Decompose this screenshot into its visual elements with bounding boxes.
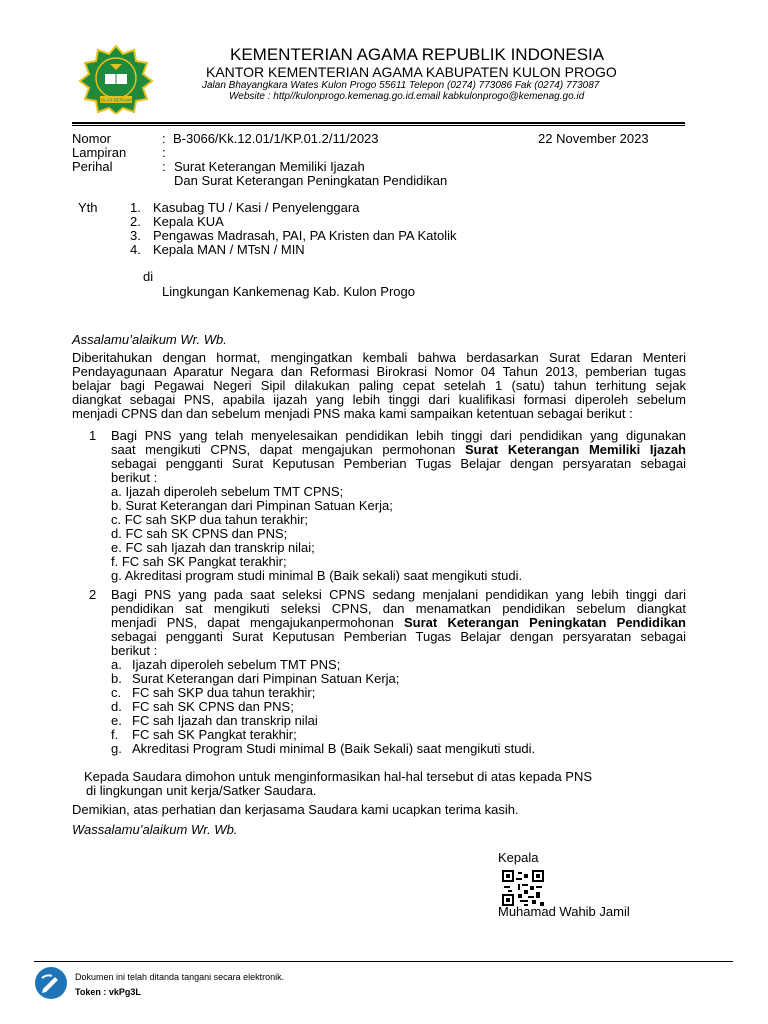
recipient-item: Pengawas Madrasah, PAI, PA Kristen dan PA Katolik [153, 228, 457, 243]
recipient-item: Kepala KUA [153, 214, 224, 229]
intro-line: Pendayagunaan Aparatur Negara dan Reformasi Birokrasi Nomor 04 Tahun 2013, pemberian tugas [72, 364, 686, 379]
recipient-num: 4. [130, 242, 141, 257]
esign-icon [34, 966, 68, 1000]
point-2-requirement: FC sah SKP dua tahun terakhir; [132, 685, 316, 700]
point-1-requirement: c. FC sah SKP dua tahun terakhir; [111, 512, 309, 527]
point-1-requirement: g. Akreditasi program studi minimal B (Baik sekali) saat mengikuti studi. [111, 568, 523, 583]
point-1-line: saat mengikuti CPNS, dapat mengajukan permohonan Surat Keterangan Memiliki Ijazah [111, 442, 686, 457]
point-2-requirement: FC sah SK CPNS dan PNS; [132, 699, 294, 714]
point-2-requirement: Surat Keterangan dari Pimpinan Satuan Kerja; [132, 671, 400, 686]
point-2-req-letter: e. [111, 713, 122, 728]
signature-title: Kepala [498, 850, 539, 865]
ministry-name: KEMENTERIAN AGAMA REPUBLIK INDONESIA [230, 45, 605, 64]
point-2-line: sebagai pengganti Surat Keputusan Pemberian Tugas Belajar dengan persyaratan sebagai [111, 629, 686, 644]
point-1-number: 1 [89, 428, 97, 443]
point-1-line: sebagai pengganti Surat Keputusan Pemberian Tugas Belajar dengan persyaratan sebagai [111, 456, 686, 471]
point-2-requirement: Akreditasi Program Studi minimal B (Baik Sekali) saat mengikuti studi. [132, 741, 536, 756]
point-1-requirement: e. FC sah Ijazah dan transkrip nilai; [111, 540, 315, 555]
signatory-name: Muhamad Wahib Jamil [498, 904, 630, 919]
recipient-num: 2. [130, 214, 141, 229]
point-1-requirement: a. Ijazah diperoleh sebelum TMT CPNS; [111, 484, 344, 499]
closing-thanks: Demikian, atas perhatian dan kerjasama Saudara kami ucapkan terima kasih. [72, 802, 519, 817]
intro-line: menjadi CPNS dan dan sebelum menjadi PNS maka kami sampaikan ketentuan sebagai berikut : [72, 406, 633, 421]
point-2-req-letter: a. [111, 657, 122, 672]
point-2-req-letter: b. [111, 671, 122, 686]
point-1-line: Bagi PNS yang telah menyelesaikan pendidikan lebih tinggi dari pendidikan yang digunakan [111, 428, 686, 443]
nomor-value: B-3066/Kk.12.01/1/KP.01.2/11/2023 [173, 131, 379, 146]
footer-rule [34, 961, 733, 962]
point-1-requirement: f. FC sah SK Pangkat terakhir; [111, 554, 287, 569]
point-1-requirement: d. FC sah SK CPNS dan PNS; [111, 526, 288, 541]
point-2-line: Bagi PNS yang pada saat seleksi CPNS sedang menjalani pendidikan yang lebih tinggi dari [111, 587, 686, 602]
kemenag-logo [76, 44, 156, 114]
lampiran-label: Lampiran [72, 145, 127, 160]
letter-date: 22 November 2023 [538, 131, 649, 146]
perihal-line-1: Surat Keterangan Memiliki Ijazah [174, 159, 365, 174]
point-2-requirement: FC sah Ijazah dan transkrip nilai [132, 713, 318, 728]
office-name: KANTOR KEMENTERIAN AGAMA KABUPATEN KULON PROGO [206, 64, 617, 80]
di-label: di [143, 269, 154, 284]
office-website: Website : http//kulonprogo.kemenag.go.id.email kabkulonprogo@kemenag.go.id [229, 91, 585, 102]
point-1-line: berikut : [111, 470, 158, 485]
qr-code-icon [502, 870, 544, 906]
closing-line: di lingkungan unit kerja/Satker Saudara. [86, 783, 317, 798]
point-2-req-letter: f. [111, 727, 119, 742]
point-2-line: berikut : [111, 643, 158, 658]
recipient-item: Kasubag TU / Kasi / Penyelenggara [153, 200, 360, 215]
point-2-requirement: FC sah SK Pangkat terakhir; [132, 727, 297, 742]
nomor-label: Nomor [72, 131, 112, 146]
point-2-number: 2 [89, 587, 97, 602]
point-2-req-letter: c. [111, 685, 122, 700]
point-2-req-letter: g. [111, 741, 122, 756]
recipient-num: 1. [130, 200, 141, 215]
point-2-line: menjadi PNS, dapat mengajukanpermohonan Surat Keterangan Peningkatan Pendidikan [111, 615, 686, 630]
recipient-num: 3. [130, 228, 141, 243]
nomor-colon: : [162, 131, 166, 146]
esign-note: Dokumen ini telah ditanda tangani secara elektronik. [75, 972, 285, 982]
intro-line: Diberitahukan dengan hormat, mengingatkan kembali bahwa berdasarkan Surat Edaran Menteri [72, 350, 686, 365]
intro-line: belajar bagi Pegawai Negeri Sipil dilakukan paling cepat setelah 1 (satu) tahun terhitung sejak [72, 378, 686, 393]
recipient-item: Kepala MAN / MTsN / MIN [153, 242, 305, 257]
office-address: Jalan Bhayangkara Wates Kulon Progo 55611 Telepon (0274) 773086 Fak (0274) 773087 [202, 80, 600, 91]
perihal-line-2: Dan Surat Keterangan Peningkatan Pendidikan [174, 173, 448, 188]
point-1-emphasis: Surat Keterangan Memiliki Ijazah [464, 442, 686, 457]
point-2-line: pendidikan sat mengikuti seleksi CPNS, dan menamatkan pendidikan sebelum diangkat [111, 601, 686, 616]
perihal-colon: : [162, 159, 166, 174]
header-rule [72, 122, 685, 124]
logo-motto: IKHLAS BERAMAL [96, 97, 136, 103]
closing-salam: Wassalamu’alaikum Wr. Wb. [72, 822, 238, 837]
point-2-requirement: Ijazah diperoleh sebelum TMT PNS; [132, 657, 341, 672]
perihal-label: Perihal [72, 159, 113, 174]
lampiran-colon: : [162, 145, 166, 160]
point-2-req-letter: d. [111, 699, 122, 714]
closing-line: Kepada Saudara dimohon untuk menginformasikan hal-hal tersebut di atas kepada PNS [84, 769, 593, 784]
yth-label: Yth [78, 200, 98, 215]
esign-token: Token : vkPg3L [75, 987, 141, 997]
header-rule-thin [72, 125, 685, 126]
recipient-location: Lingkungan Kankemenag Kab. Kulon Progo [162, 284, 415, 299]
point-1-requirement: b. Surat Keterangan dari Pimpinan Satuan Kerja; [111, 498, 393, 513]
greeting: Assalamu’alaikum Wr. Wb. [72, 332, 227, 347]
point-2-emphasis: Surat Keterangan Peningkatan Pendidikan [404, 615, 686, 630]
intro-line: diangkat sebagai PNS, apabila ijazah yang lebih tinggi dari kualifikasi formasi diperoleh sebelum [72, 392, 686, 407]
